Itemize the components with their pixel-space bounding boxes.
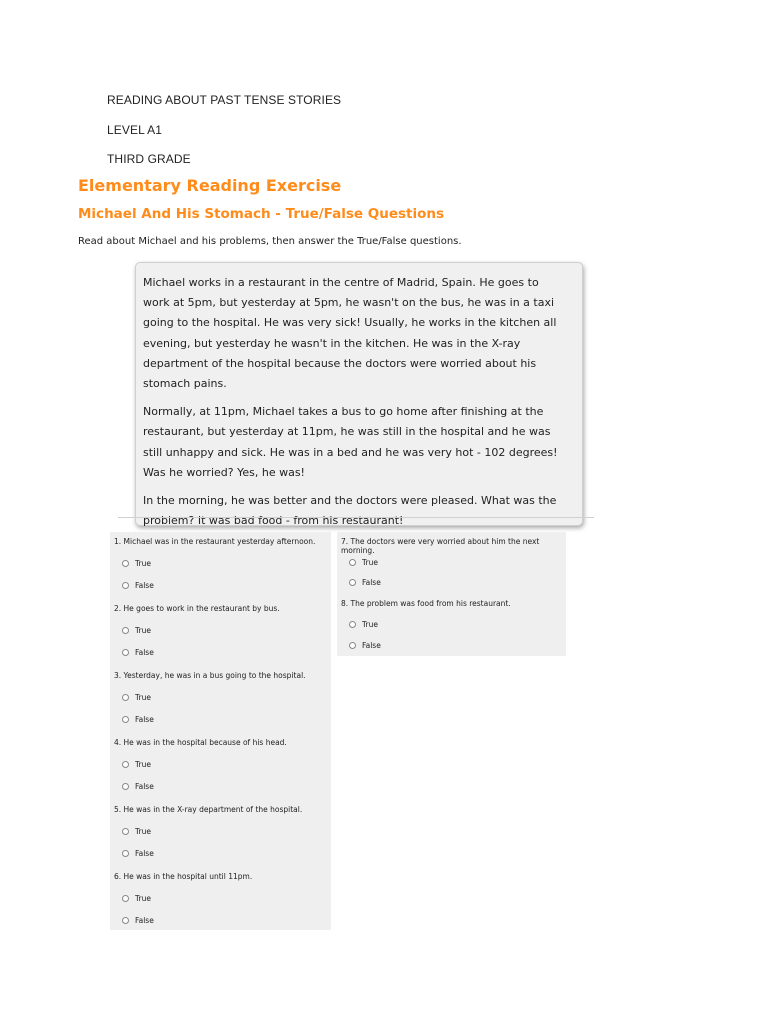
q5-true-option[interactable]: True [122,827,151,836]
radio-icon[interactable] [122,649,129,656]
radio-icon[interactable] [122,895,129,902]
story-paragraph-3: In the morning, he was better and the doctors were pleased. What was the problem? It was bad food - from his restaurant! [143,494,557,528]
header-line-2: LEVEL A1 [107,123,163,137]
q1-false-option[interactable]: False [122,581,154,590]
q2-false-option[interactable]: False [122,648,154,657]
radio-icon[interactable] [122,582,129,589]
question-1: 1. Michael was in the restaurant yesterday afternoon. [114,537,316,546]
story-paragraph-2: Normally, at 11pm, Michael takes a bus to go home after finishing at the restaurant, but yesterday at 11pm, he was still in the hospital and he was still unhappy and sick. He was in a bed and he was very hot - 102 degrees! Was he worried? Yes, he was! [143,405,558,479]
q6-true-option[interactable]: True [122,894,151,903]
q1-true-option[interactable]: True [122,559,151,568]
q8-false-option[interactable]: False [349,641,381,650]
questions-column-left [110,532,331,930]
header-line-3: THIRD GRADE [107,152,191,166]
q7-true-option[interactable]: True [349,558,378,567]
radio-icon[interactable] [349,579,356,586]
exercise-title: Elementary Reading Exercise [78,176,342,195]
radio-icon[interactable] [122,828,129,835]
radio-icon[interactable] [122,627,129,634]
radio-icon[interactable] [122,694,129,701]
question-5: 5. He was in the X-ray department of the hospital. [114,805,303,814]
radio-icon[interactable] [122,716,129,723]
q4-true-option[interactable]: True [122,760,151,769]
question-8: 8. The problem was food from his restaurant. [341,599,511,608]
radio-icon[interactable] [122,560,129,567]
q8-true-option[interactable]: True [349,620,378,629]
header-line-1: READING ABOUT PAST TENSE STORIES [107,93,342,107]
instructions: Read about Michael and his problems, then answer the True/False questions. [78,236,462,247]
radio-icon[interactable] [349,559,356,566]
questions-column-right [337,532,566,656]
radio-icon[interactable] [349,621,356,628]
exercise-subtitle: Michael And His Stomach - True/False Questions [78,206,445,222]
story-paragraph-1: Michael works in a restaurant in the centre of Madrid, Spain. He goes to work at 5pm, but yesterday at 5pm, he wasn't on the bus, he was in a taxi going to the hospital. He was very sick! Usually, he works in the kitchen all evening, but yesterday he wasn't in the kitchen. He was in the X-ray department of the hospital because the doctors were worried about his stomach pains. [143,276,557,391]
q7-false-option[interactable]: False [349,578,381,587]
q5-false-option[interactable]: False [122,849,154,858]
question-4: 4. He was in the hospital because of his head. [114,738,287,747]
q3-true-option[interactable]: True [122,693,151,702]
q2-true-option[interactable]: True [122,626,151,635]
q6-false-option[interactable]: False [122,916,154,925]
radio-icon[interactable] [122,917,129,924]
divider [118,517,594,518]
question-7: 7. The doctors were very worried about him the next morning. [341,537,540,555]
radio-icon[interactable] [122,761,129,768]
radio-icon[interactable] [122,783,129,790]
radio-icon[interactable] [122,850,129,857]
question-3: 3. Yesterday, he was in a bus going to the hospital. [114,671,306,680]
q4-false-option[interactable]: False [122,782,154,791]
q3-false-option[interactable]: False [122,715,154,724]
story-box [135,262,583,526]
radio-icon[interactable] [349,642,356,649]
question-2: 2. He goes to work in the restaurant by bus. [114,604,280,613]
question-6: 6. He was in the hospital until 11pm. [114,872,253,881]
